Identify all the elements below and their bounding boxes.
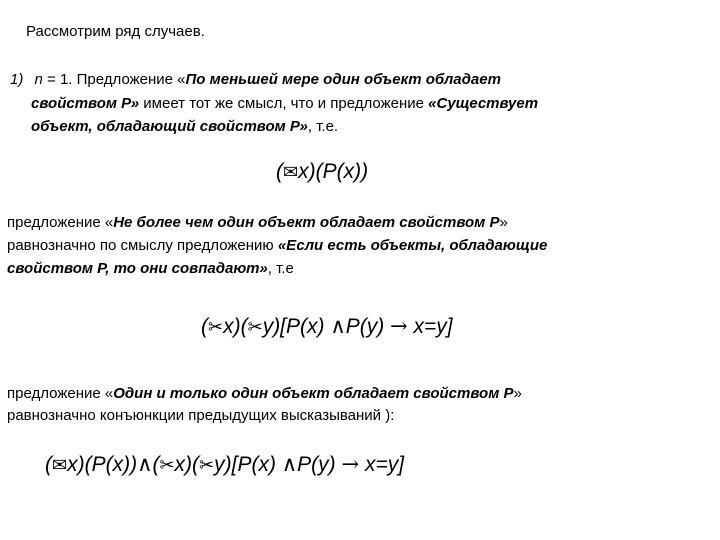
implication-arrow-icon: → xyxy=(390,314,408,338)
item1-variable-n: n xyxy=(34,71,43,88)
item1-line3-a: объект, обладающий свойством Р» xyxy=(31,118,308,135)
para2-line2-a: равнозначно по смыслу предложению xyxy=(7,237,278,254)
formula3-p5: y)[P(x) xyxy=(214,453,282,476)
formula2-p4: P(y) xyxy=(345,315,391,338)
para2-line2-b: «Если есть объекты, обладающие xyxy=(277,237,548,254)
para2-line1-c: » xyxy=(499,214,508,231)
formula3-p1: ( xyxy=(45,453,52,476)
formula-3 xyxy=(45,452,404,478)
universal-quantifier-icon: ✂ xyxy=(199,455,215,476)
formula1-body: x)(P(x)) xyxy=(298,160,369,183)
formula-1 xyxy=(276,160,368,185)
para3-line1-b: Один и только один объект обладает свойством Р xyxy=(113,385,514,402)
formula-2 xyxy=(201,314,453,340)
item1-line1 xyxy=(10,71,501,89)
para2-line3-a: свойством Р, то они совпадают» xyxy=(7,260,268,277)
universal-quantifier-icon: ✂ xyxy=(159,455,175,476)
formula2-p5: x=y] xyxy=(407,315,453,338)
existential-quantifier-icon: ✉ xyxy=(283,162,299,183)
para2-line1 xyxy=(7,214,508,232)
item1-line3 xyxy=(31,118,338,136)
formula1-open: ( xyxy=(276,160,283,183)
para2-line1-b: Не более чем один объект обладает свойством Р xyxy=(113,214,500,231)
para3-line2-text: равнозначно конъюнкции предыдущих высказываний ): xyxy=(7,407,395,424)
para2-line1-a: предложение « xyxy=(7,214,114,231)
conjunction-icon: ∧ xyxy=(330,314,346,338)
para2-line3-b: , т.е xyxy=(267,260,294,277)
para2-line2 xyxy=(7,237,547,255)
formula2-p3: y)[P(x) xyxy=(262,315,331,338)
para2-line3 xyxy=(7,260,294,278)
para3-line1-c: » xyxy=(513,385,522,402)
item1-line2-b: имеет тот же смысл, что и предложение xyxy=(139,95,429,112)
item1-text-b: По меньшей мере один объект обладает xyxy=(185,71,501,88)
formula2-p1: ( xyxy=(201,315,208,338)
formula3-p6: P(y) xyxy=(297,453,342,476)
formula2-p2: x)( xyxy=(223,315,248,338)
item1-text-a: = 1. Предложение « xyxy=(42,71,186,88)
formula3-p3: ( xyxy=(152,453,160,476)
formula3-p7: x=y] xyxy=(359,453,405,476)
formula3-p2: x)(P(x)) xyxy=(67,453,138,476)
intro-text: Рассмотрим ряд случаев. xyxy=(26,23,205,40)
item1-line2-a: свойством Р» xyxy=(31,95,140,112)
para3-line1-a: предложение « xyxy=(7,385,114,402)
para3-line1 xyxy=(7,385,522,403)
conjunction-icon: ∧ xyxy=(281,452,298,476)
formula3-p4: x)( xyxy=(174,453,200,476)
item1-line2-c: «Существует xyxy=(428,95,539,112)
universal-quantifier-icon: ✂ xyxy=(208,317,224,338)
existential-quantifier-icon: ✉ xyxy=(52,455,68,476)
item1-line3-b: , т.е. xyxy=(307,118,339,135)
item1-marker: 1) xyxy=(10,71,24,88)
conjunction-icon: ∧ xyxy=(137,452,153,476)
para3-line2 xyxy=(7,407,394,425)
implication-arrow-icon: → xyxy=(341,452,360,476)
universal-quantifier-icon: ✂ xyxy=(247,317,263,338)
item1-line2 xyxy=(31,95,538,113)
intro-line xyxy=(26,23,205,41)
